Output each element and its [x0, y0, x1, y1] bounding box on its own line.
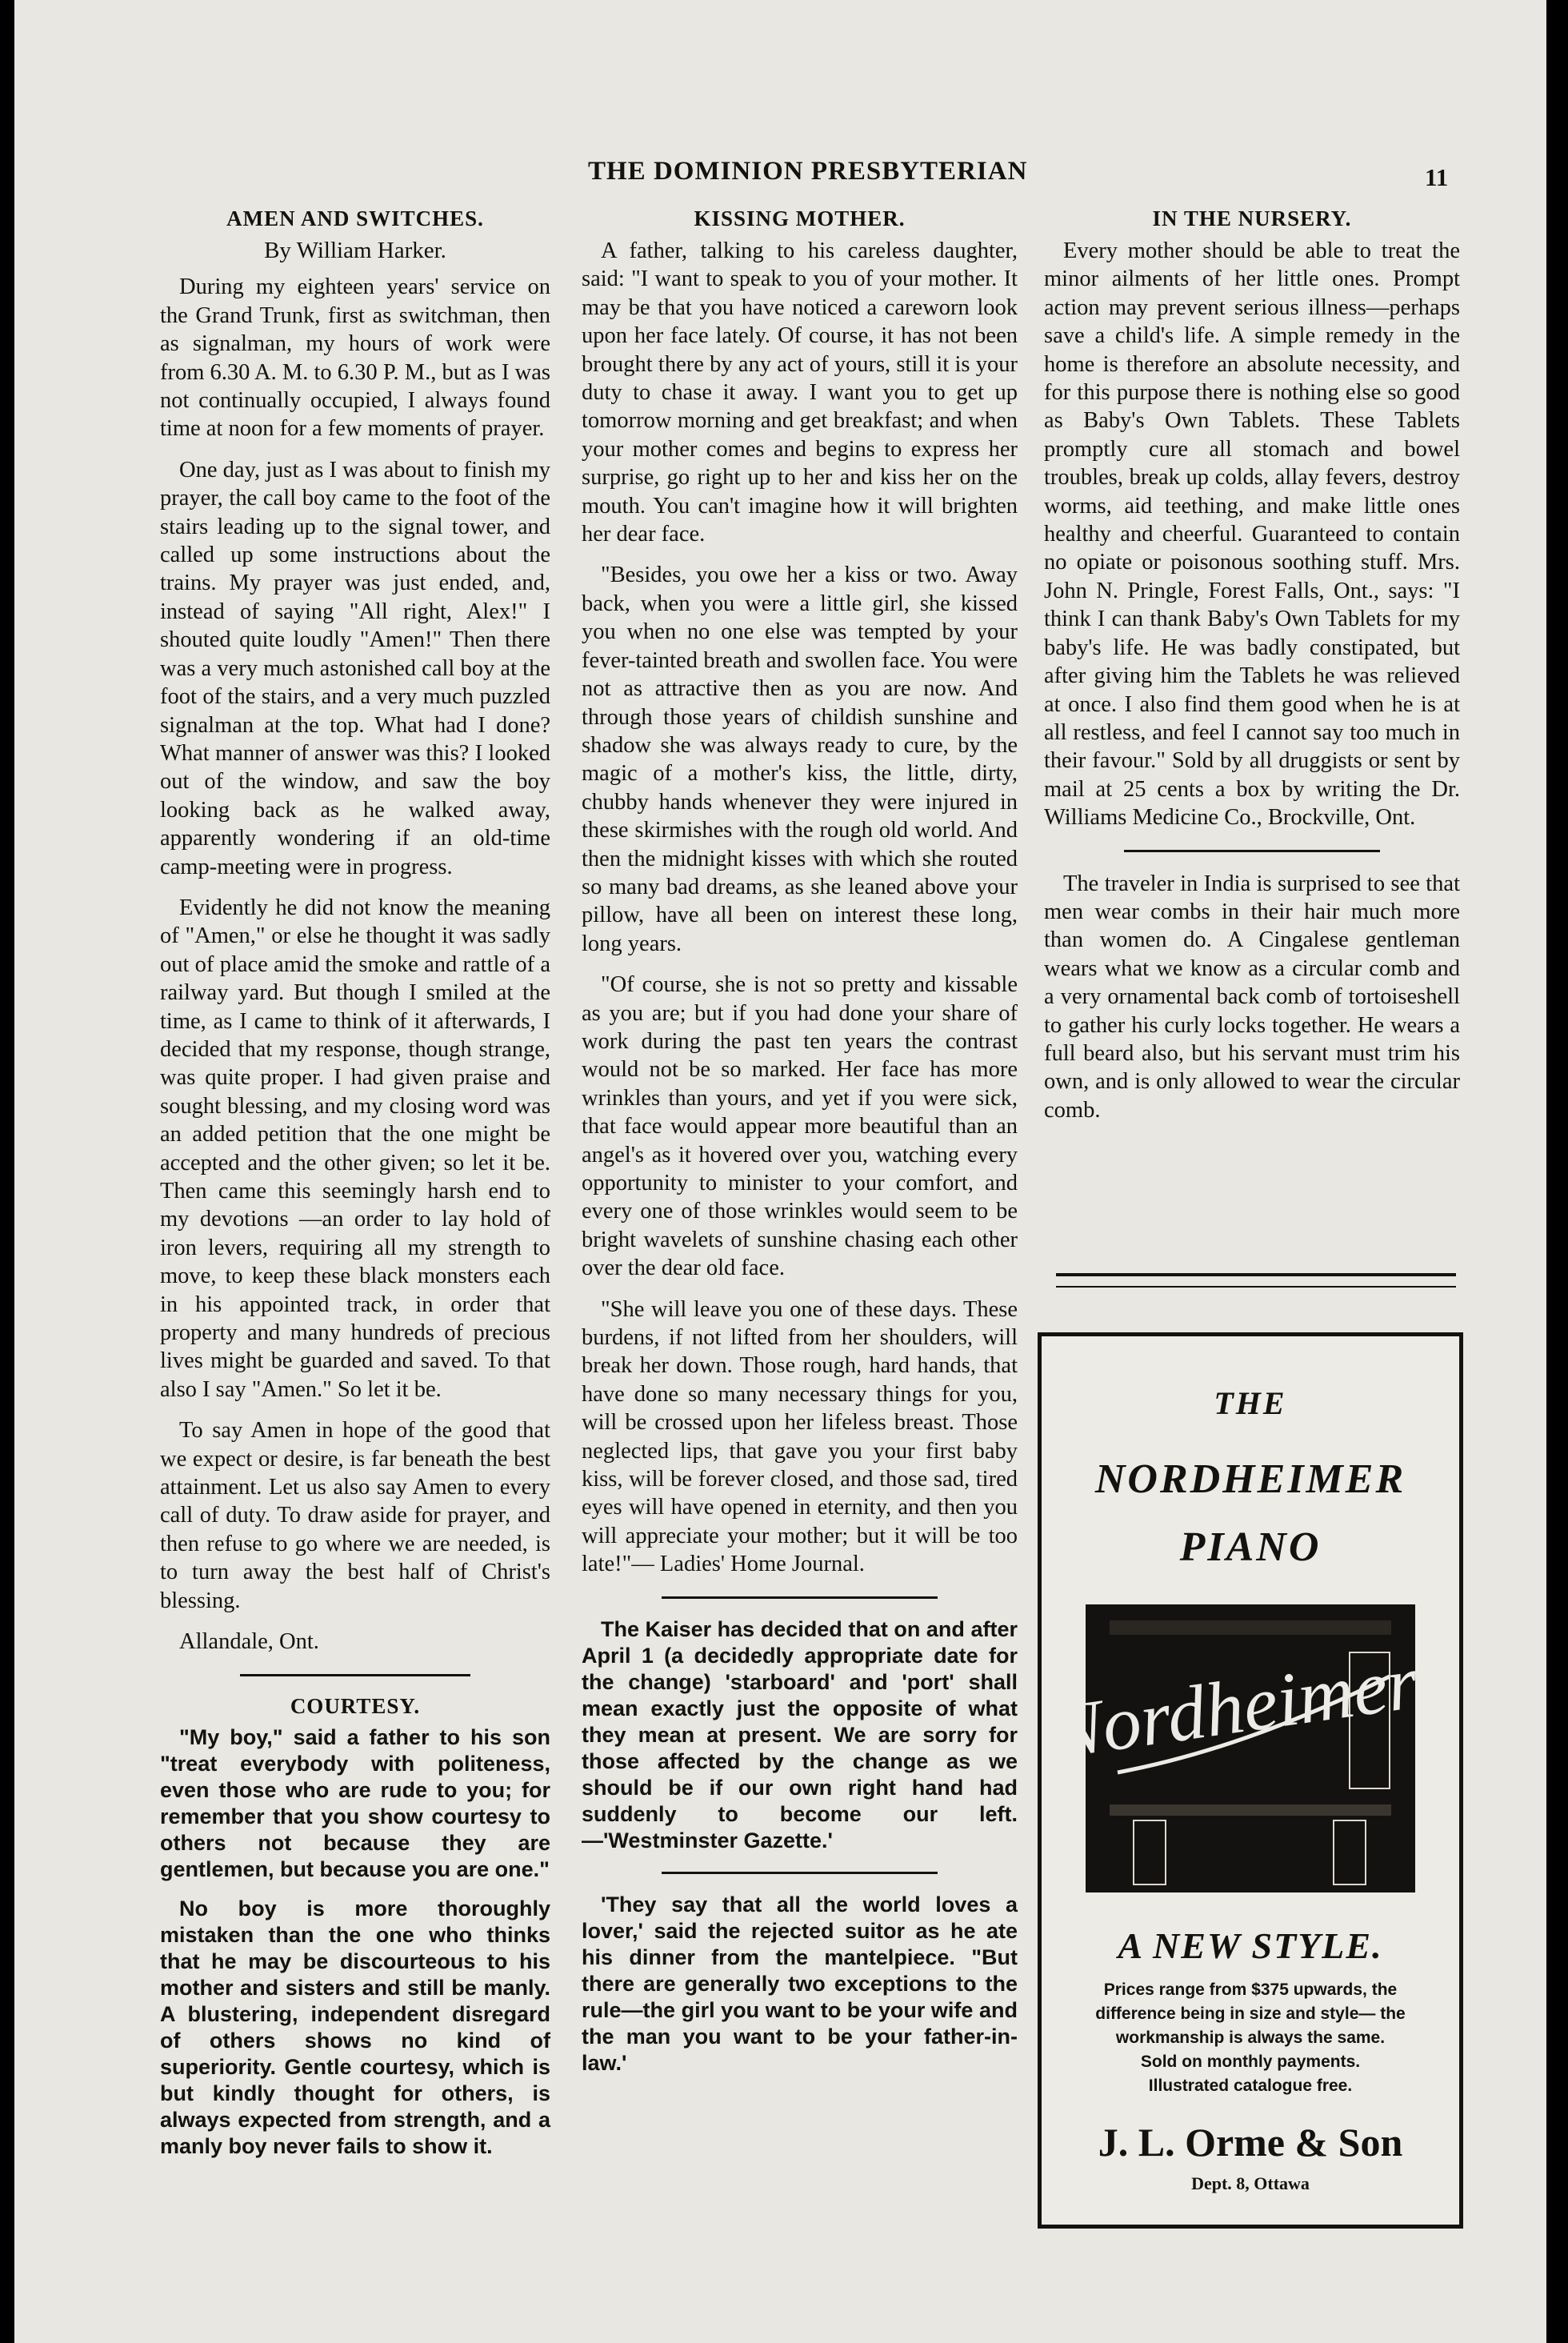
- column-3: [1044, 206, 1460, 1137]
- paragraph: A father, talking to his careless daughter, said: "I want to speak to you of your mother. It may be that you have noticed a careworn look upon her face lately. Of course, it has not been brought there by any act of yours, still it is your duty to chase it away. I want you to get up tomorrow morning and get breakfast; and when your mother comes and begins to express her surprise, go right up to her and kiss her on the mouth. You can't imagine how it will brighten her dear face.: [582, 238, 1018, 547]
- column-1: [160, 206, 550, 2173]
- signoff: Allandale, Ont.: [179, 1629, 319, 1655]
- divider: [662, 1596, 938, 1599]
- page-number: 11: [1425, 163, 1449, 191]
- article-title-nursery: IN THE NURSERY.: [1152, 206, 1352, 230]
- divider: [662, 1872, 938, 1874]
- ad-payment-line: Sold on monthly payments.: [1140, 2053, 1361, 2071]
- paragraph-lover: 'They say that all the world loves a lover,' said the rejected suitor as he ate his dinner from the mantelpiece. "But there are generally two exceptions to the rule—the girl you want to be your wife and the man you want to be your father-in-law.': [582, 1892, 1018, 2075]
- paragraph: "My boy," said a father to his son "treat everybody with politeness, even those who are rude to you; for remember that you show courtesy to others not because they are gentlemen, but because you are one.": [160, 1724, 550, 1881]
- column-2: [582, 206, 1018, 2089]
- paragraph: To say Amen in hope of the good that we expect or desire, is far beneath the best attainment. Let us also say Amen to every call of duty. To draw aside for prayer, and then refuse to go where we are needed, is to turn away the best half of Christ's blessing.: [160, 1418, 550, 1613]
- ad-piano: PIANO: [1179, 1524, 1322, 1570]
- paragraph: During my eighteen years' service on the Grand Trunk, first as switchman, then as signalman, my hours of work were from 6.30 A. M. to 6.30 P. M., but as I was not continually occupied, I always found time at noon for a few moments of prayer.: [160, 274, 550, 442]
- paragraph: One day, just as I was about to finish my prayer, the call boy came to the foot of the stairs leading up to the signal tower, and called up some instructions about the trains. My prayer was just ended, and, instead of saying "All right, Alex!" I shouted quite loudly "Amen!" Then there was a very much astonished call boy at the foot of the stairs, and a very much puzzled signalman at the top. What had I done? What manner of answer was this? I looked out of the window, and saw the boy looking back as he walked away, apparently wondering if an old-time camp-meeting were in progress.: [160, 457, 550, 879]
- article-title-kissing: KISSING MOTHER.: [694, 206, 906, 230]
- paragraph-kaiser: The Kaiser has decided that on and after April 1 (a decidedly appropriate date for the change) 'starboard' and 'port' shall mean exactly just the opposite of what they mean at present. We are sorry for those affected by the change as we should be if our own right hand had suddenly to become our left.—'Westminster Gazette.': [582, 1616, 1018, 1852]
- paragraph: No boy is more thoroughly mistaken than the one who thinks that he may be discourteous to his mother and sisters and still be manly. A blustering, independent disregard of others shows no kind of superiority. Gentle courtesy, which is but kindly thought for others, is always expected from strength, and a manly boy never fails to show it.: [160, 1896, 550, 2158]
- paragraph: Every mother should be able to treat the minor ailments of her little ones. Prompt action may prevent serious illness—perhaps save a child's life. A simple remedy in the home is therefore an absolute necessity, and for this purpose there is nothing else so good as Baby's Own Tablets. These Tablets promptly cure all stomach and bowel troubles, break up colds, allay fevers, destroy worms, aid teething, and make little ones healthy and cheerful. Guaranteed to contain no opiate or poisonous soothing stuff. Mrs. John N. Pringle, Forest Falls, Ont., says: "I think I can thank Baby's Own Tablets for my baby's life. He was badly constipated, but after giving him the Tablets he was relieved at once. I also find them good when he is at all restless, and feel I cannot say too much in their favour." Sold by all druggists or sent by mail at 25 cents a box by writing the Dr. Williams Medicine Co., Brockville, Ont.: [1044, 238, 1460, 831]
- ad-firm-name: J. L. Orme & Son: [1098, 2120, 1403, 2165]
- ad-headline: A NEW STYLE.: [1118, 1925, 1383, 1966]
- article-title-amen: AMEN AND SWITCHES.: [226, 206, 484, 230]
- piano-illustration: [1046, 1604, 1422, 1892]
- ad-dept: Dept. 8, Ottawa: [1191, 2173, 1310, 2193]
- masthead: THE DOMINION PRESBYTERIAN: [588, 157, 1028, 186]
- ad-catalogue-line: Illustrated catalogue free.: [1148, 2077, 1353, 2095]
- paragraph-india: The traveler in India is surprised to see that men wear combs in their hair much more than women do. A Cingalese gentleman wears what we know as a circular comb and a very ornamental back comb of tortoiseshell to gather his curly locks together. He wears a full beard also, but his servant must trim his own, and is only allowed to wear the circular comb.: [1044, 871, 1460, 1123]
- ornamental-rule: [1056, 1273, 1456, 1288]
- paragraph: "Of course, she is not so pretty and kissable as you are; but if you had done your share of work during the past ten years the contrast would not be so marked. Her face has more wrinkles than yours, and yet if you were sick, that face would appear more beautiful than an angel's as it hovered over you, watching every opportunity to minister to your comfort, and every one of those wrinkles would seem to be bright wavelets of sunshine chasing each other over the dear old face.: [582, 972, 1018, 1281]
- byline: By William Harker.: [264, 238, 446, 263]
- paragraph: "Besides, you owe her a kiss or two. Away back, when you were a little girl, she kissed you when no one else was tempted by your fever-tainted breath and swollen face. You were not as attractive then as you are now. And through those years of childish sunshine and shadow she was always ready to cure, by the magic of a mother's kiss, the little, dirty, chubby hands whenever they were injured in these skirmishes with the rough old world. And then the midnight kisses with which she routed so many bad dreams, as she leaned above your pillow, have all been on interest these long, long years.: [582, 563, 1018, 956]
- ad-body: [1074, 1978, 1427, 2098]
- ad-the: THE: [1214, 1385, 1287, 1421]
- ad-brand-name: NORDHEIMER: [1094, 1456, 1406, 1502]
- paragraph: "She will leave you one of these days. These burdens, if not lifted from her shoulders, will break her down. Those rough, hard hands, that have done so many necessary things for you, will be crossed upon her lifeless breast. Those neglected lips, that gave you your first baby kiss, will be forever closed, and those sad, tired eyes will have opened in eternity, and then you will appreciate your mother; but it will be too late!"— Ladies' Home Journal.: [582, 1296, 1018, 1577]
- article-title-courtesy: COURTESY.: [290, 1693, 421, 1718]
- divider: [240, 1674, 470, 1676]
- piano-script-logo: Nordheimer: [1046, 1638, 1422, 1775]
- divider: [1124, 850, 1380, 852]
- paragraph: Evidently he did not know the meaning of "Amen," or else he thought it was sadly out of place amid the smoke and rattle of a railway yard. But though I smiled at the time, as I came to think of it afterwards, I decided that my response, though strange, was quite proper. I had given praise and sought blessing, and my closing word was an added petition that the one might be accepted and the other given; so let it be. Then came this seemingly harsh end to my devotions —an order to lay hold of iron levers, requiring all my strength to move, to keep these black monsters each in his appointed track, in order that property and many hundreds of precious lives might be guarded and saved. To that also I say "Amen." So let it be.: [160, 895, 550, 1402]
- nordheimer-advertisement: [1038, 1332, 1463, 2229]
- ad-price-line: Prices range from $375 upwards, the difference being in size and style— the workmanship is always the same.: [1095, 1981, 1406, 2047]
